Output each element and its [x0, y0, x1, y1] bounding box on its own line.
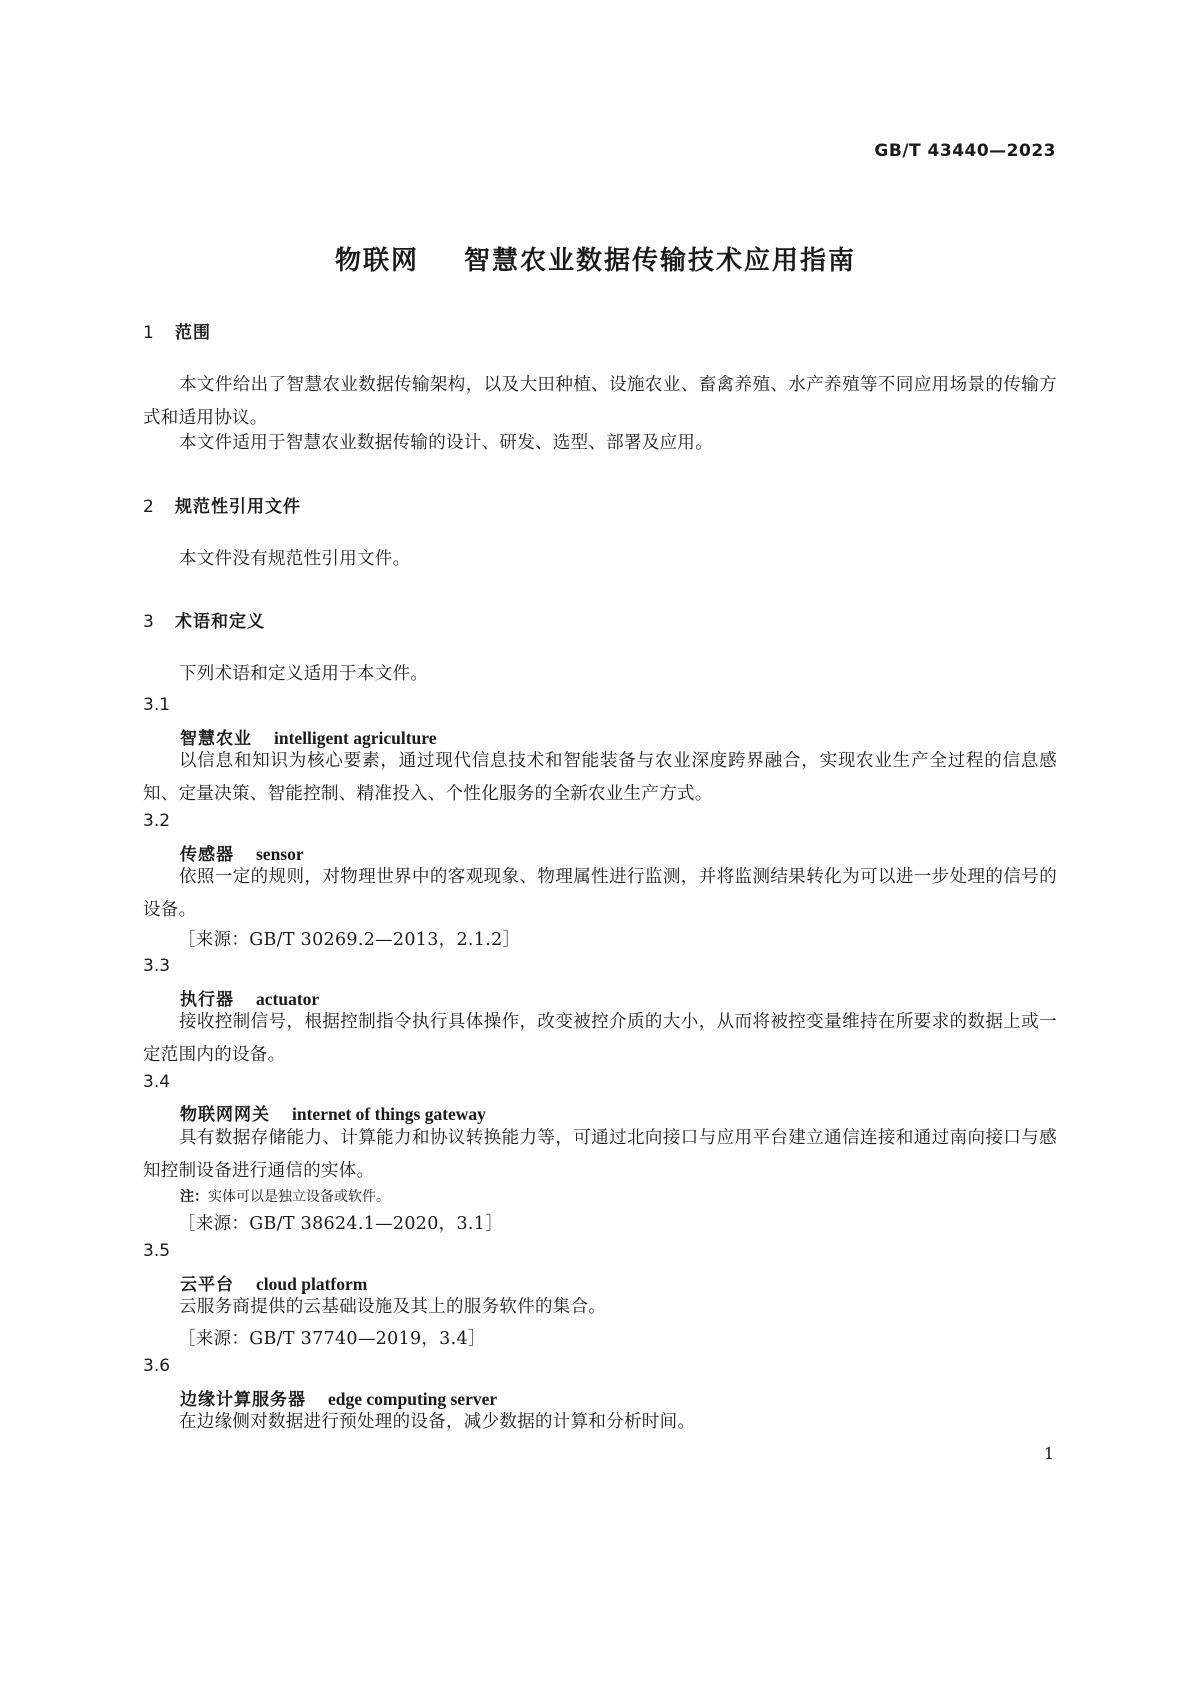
- term-source: ［来源：GB/T 30269.2—2013，2.1.2］: [178, 930, 521, 950]
- normative-references-paragraph: 本文件没有规范性引用文件。: [179, 549, 411, 569]
- note-text: 实体可以是独立设备或软件。: [208, 1189, 390, 1205]
- term-zh: 传感器: [180, 845, 234, 865]
- scope-paragraph-2: 本文件适用于智慧农业数据传输的设计、研发、选型、部署及应用。: [179, 433, 713, 453]
- section-2-heading: [143, 492, 301, 517]
- term-en: sensor: [256, 844, 304, 864]
- term-en: intelligent agriculture: [274, 728, 437, 748]
- term-zh: 智慧农业: [180, 729, 252, 749]
- term-number: 3.3: [143, 956, 171, 976]
- scope-paragraph-1: 本文件给出了智慧农业数据传输架构，以及大田种植、设施农业、畜禽养殖、水产养殖等不同应用场景的传输方式和适用协议。: [143, 375, 1057, 428]
- note-label: 注：: [180, 1189, 208, 1205]
- section-1-heading: [143, 318, 211, 343]
- term-zh: 边缘计算服务器: [180, 1390, 306, 1410]
- term-definition: 依照一定的规则，对物理世界中的客观现象、物理属性进行监测，并将监测结果转化为可以进一步处理的信号的设备。: [143, 867, 1057, 920]
- standard-number: GB/T 43440—2023: [874, 141, 1056, 161]
- term-en: actuator: [256, 989, 320, 1009]
- section-title: 范围: [175, 323, 211, 343]
- section-number: 3: [143, 612, 155, 632]
- term-en: cloud platform: [256, 1274, 368, 1294]
- page-number: 1: [1043, 1444, 1054, 1463]
- section-3-heading: [143, 607, 265, 632]
- section-title: 术语和定义: [175, 612, 265, 632]
- section-number: 2: [143, 497, 155, 517]
- term-zh: 执行器: [180, 990, 234, 1010]
- term-note: [180, 1186, 390, 1206]
- terms-intro-paragraph: 下列术语和定义适用于本文件。: [179, 664, 429, 684]
- term-definition: 以信息和知识为核心要素，通过现代信息技术和智能装备与农业深度跨界融合，实现农业生产全过程的信息感知、定量决策、智能控制、精准投入、个性化服务的全新农业生产方式。: [143, 751, 1057, 804]
- term-zh: 物联网网关: [180, 1105, 270, 1125]
- term-source: ［来源：GB/T 37740—2019，3.4］: [178, 1329, 486, 1349]
- term-definition: 具有数据存储能力、计算能力和协议转换能力等，可通过北向接口与应用平台建立通信连接和通过南向接口与感知控制设备进行通信的实体。: [143, 1128, 1057, 1181]
- term-number: 3.4: [143, 1072, 171, 1092]
- document-title: 物联网 智慧农业数据传输技术应用指南: [334, 246, 857, 276]
- term-definition: 接收控制信号，根据控制指令执行具体操作，改变被控介质的大小，从而将被控变量维持在所要求的数据上或一定范围内的设备。: [143, 1012, 1057, 1065]
- section-title: 规范性引用文件: [175, 497, 301, 517]
- term-definition: 在边缘侧对数据进行预处理的设备，减少数据的计算和分析时间。: [179, 1412, 696, 1432]
- term-number: 3.1: [143, 695, 171, 715]
- term-number: 3.2: [143, 811, 171, 831]
- term-definition: 云服务商提供的云基础设施及其上的服务软件的集合。: [179, 1297, 607, 1317]
- section-number: 1: [143, 323, 155, 343]
- term-zh: 云平台: [180, 1275, 234, 1295]
- term-source: ［来源：GB/T 38624.1—2020，3.1］: [178, 1214, 504, 1234]
- term-number: 3.6: [143, 1356, 171, 1376]
- term-en: internet of things gateway: [292, 1104, 486, 1124]
- term-en: edge computing server: [328, 1389, 498, 1409]
- term-number: 3.5: [143, 1241, 171, 1261]
